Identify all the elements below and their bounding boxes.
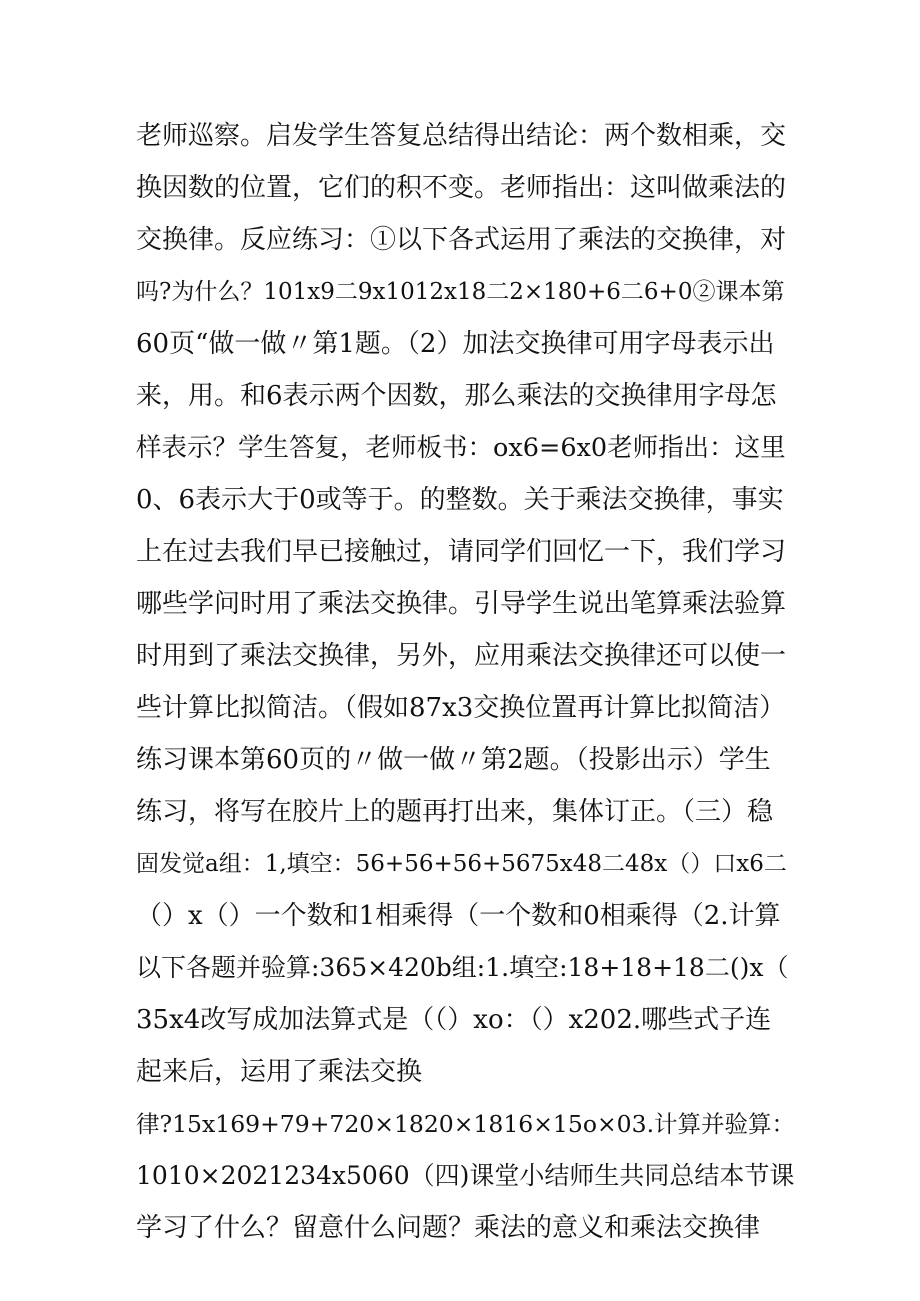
text-line: 吗?为什么？101x9二9x1012x18二2×180+6二6+0②课本第 (136, 279, 785, 305)
text-line: 交换律。反应练习：①以下各式运用了乘法的交换律，对 (136, 225, 787, 255)
text-line: 1010×2021234x5060（四)课堂小结师生共同总结本节课 (136, 1161, 795, 1190)
text-line: 学习了什么？留意什么问题？乘法的意义和乘法交换律 (136, 1213, 761, 1243)
text-line: 上在过去我们早已接触过，请同学们回忆一下，我们学习 (136, 537, 787, 567)
text-line: 60页“做一做〃第1题。（2）加法交换律可用字母表示出 (136, 329, 775, 359)
text-line: 以下各题并验算:365×420b组:1.填空:18+18+18二()x（ (136, 953, 789, 982)
text-line: （）x（）一个数和1相乘得（一个数和0相乘得（2.计算 (136, 901, 781, 931)
text-line: 样表示？学生答复，老师板书：ox6=6x0老师指出：这里 (136, 433, 786, 463)
text-line: 些计算比拟简洁。（假如87x3交换位置再计算比拟简洁） (136, 693, 786, 723)
text-line: 来，用。和6表示两个因数，那么乘法的交换律用字母怎 (136, 381, 777, 411)
text-line: 练习课本第60页的〃做一做〃第2题。（投影出示）学生 (136, 745, 771, 775)
text-line: 固发觉a组：1,填空：56+56+56+5675x48二48x（）口x6二 (136, 851, 787, 877)
text-line: 练习，将写在胶片上的题再打出来，集体订正。（三）稳 (136, 797, 774, 827)
text-line: 律?15x169+79+720×1820×1816×15o×03.计算并验算： (136, 1110, 796, 1138)
text-line: 35x4改写成加法算式是（（）xo：（）x202.哪些式子连 (136, 1005, 772, 1035)
text-line: 哪些学问时用了乘法交换律。引导学生说出笔算乘法验算 (136, 589, 787, 619)
text-line: 起来后，运用了乘法交换 (136, 1057, 423, 1087)
body-text (136, 110, 796, 1254)
text-line: 0、6表示大于0或等于。的整数。关于乘法交换律，事实 (136, 485, 784, 515)
text-line: 老师巡察。启发学生答复总结得出结论：两个数相乘，交 (136, 121, 787, 151)
text-line: 时用到了乘法交换律，另外，应用乘法交换律还可以使一 (136, 641, 787, 671)
text-line: 换因数的位置，它们的积不变。老师指出：这叫做乘法的 (136, 173, 787, 203)
